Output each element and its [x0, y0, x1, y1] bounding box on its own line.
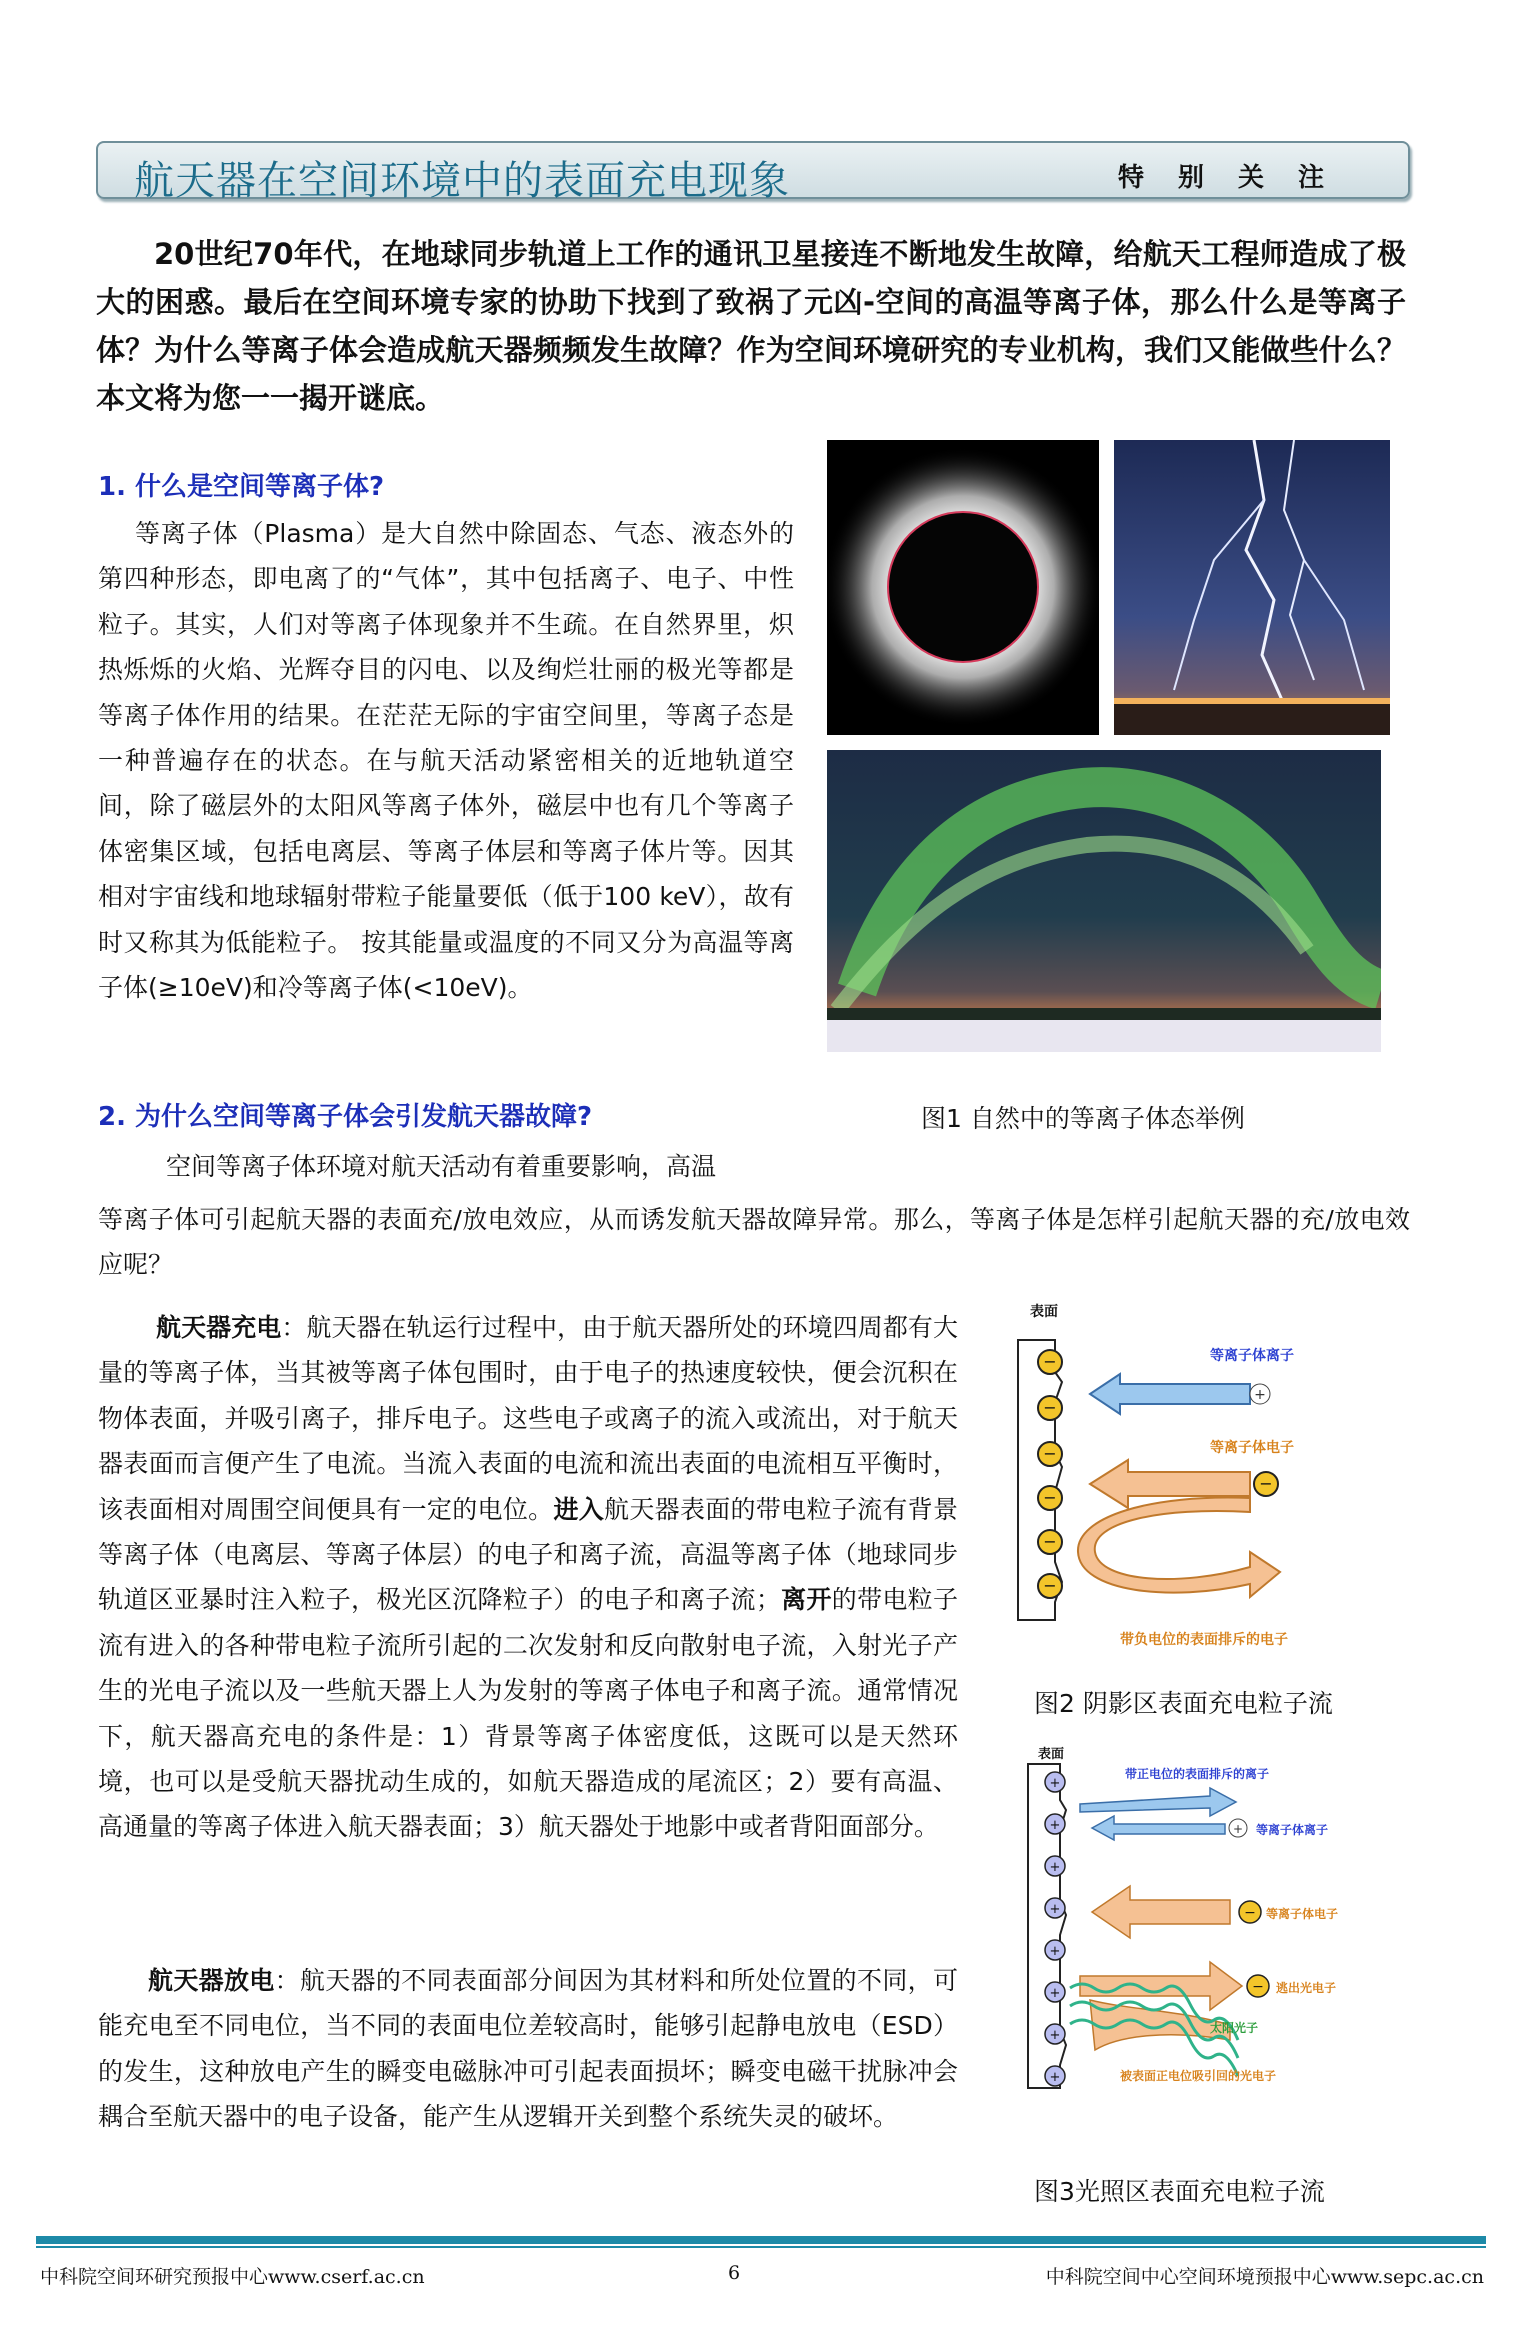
aurora-photo	[827, 750, 1381, 1052]
svg-text:+: +	[1049, 1818, 1061, 1833]
fig3-attract-label: 被表面正电位吸引回的光电子	[1120, 2069, 1277, 2083]
svg-text:+: +	[1049, 1944, 1061, 1959]
section1-body: 等离子体（Plasma）是大自然中除固态、气态、液态外的第四种形态，即电离了的“气体”，其中包括离子、电子、中性粒子。其实，人们对等离子体现象并不生疏。在自然界里，炽热烁烁的火焰、光辉夺目的闪电、以及绚烂壮丽的极光等都是等离子体作用的结果。在茫茫无际的宇宙空间里，等离子态是一种普遍存在的状态。在与航天活动紧密相关的近地轨道空间，除了磁层外的太阳风等离子体外，磁层中也有几个等离子体密集区域，包括电离层、等离子体层和等离子体片等。因其相对宇宙线和地球辐射带粒子能量要低（低于100 keV），故有时又称其为低能粒子。 按其能量或温度的不同又分为高温等离子体(≥10eV)和冷等离子体(<10eV)。	[98, 519, 794, 1003]
header-banner	[96, 141, 1410, 204]
fig3-electron-label: 等离子体电子	[1266, 1907, 1339, 1921]
fig3-photoelectron-label: 逃出光电子	[1276, 1981, 1337, 1995]
svg-text:−: −	[1043, 1532, 1057, 1551]
svg-text:−: −	[1244, 1905, 1256, 1921]
figure3-diagram	[1010, 1740, 1390, 2110]
intro-paragraph: 20世纪70年代，在地球同步轨道上工作的通讯卫星接连不断地发生故障，给航天工程师造成了极大的困惑。最后在空间环境专家的协助下找到了致祸了元凶-空间的高温等离子体，那么什么是等离子体？为什么等离子体会造成航天器频频发生故障？作为空间环境研究的专业机构，我们又能做些什么？本文将为您一一揭开谜底。	[96, 237, 1406, 415]
fig3-repel-label: 带正电位的表面排斥的离子	[1125, 1767, 1270, 1781]
section-label: 特别关注	[1117, 163, 1358, 193]
fig2-surface-label: 表面	[1030, 1304, 1058, 1320]
fig2-electron-label: 等离子体电子	[1210, 1440, 1294, 1456]
article-title: 航天器在空间环境中的表面充电现象	[134, 158, 790, 204]
svg-text:+: +	[1049, 2070, 1061, 2085]
svg-text:−: −	[1259, 1474, 1273, 1493]
enter-term: 进入	[553, 1494, 605, 1524]
charging-text-b: 航天器表面的带电粒子流有背景等离子体（电离层、等离子体层）的电子和离子流，高温等离子体（地球同步轨道区亚暴时注入粒子，极光区沉降粒子）的电子和离子流；	[98, 1494, 958, 1615]
solar-corona-photo	[827, 440, 1099, 735]
footer-right-text: 中科院空间中心空间环境预报中心www.sepc.ac.cn	[1045, 2266, 1484, 2288]
fig3-sunlight-label: 太阳光子	[1210, 2021, 1259, 2035]
discharge-paragraph	[98, 1958, 958, 2140]
fig3-ion-label: 等离子体离子	[1256, 1823, 1329, 1837]
svg-text:−: −	[1043, 1398, 1057, 1417]
figure3-caption: 图3光照区表面充电粒子流	[1034, 2177, 1325, 2206]
footer-rule-thin	[36, 2246, 1486, 2248]
footer-left-text: 中科院空间环研究预报中心www.cserf.ac.cn	[40, 2266, 425, 2288]
figure2-diagram	[1010, 1302, 1390, 1662]
discharge-text: ：航天器的不同表面部分间因为其材料和所处位置的不同，可能充电至不同电位，当不同的表面电位差较高时，能够引起静电放电（ESD）的发生，这种放电产生的瞬变电磁脉冲可引起表面损坏；瞬变电磁干扰脉冲会耦合至航天器中的电子设备，能产生从逻辑开关到整个系统失灵的破坏。	[98, 1966, 958, 2132]
figure2-caption: 图2 阴影区表面充电粒子流	[1034, 1689, 1333, 1718]
charging-text-c: 的带电粒子流有进入的各种带电粒子流所引起的二次发射和反向散射电子流，入射光子产生的光电子流以及一些航天器上人为发射的等离子体电子和离子流。通常情况下，航天器高充电的条件是：1）背景等离子体密度低，这既可以是天然环境，也可以是受航天器扰动生成的，如航天器造成的尾流区；2）要有高温、高通量的等离子体进入航天器表面；3）航天器处于地影中或者背阳面部分。	[98, 1585, 958, 1842]
page-number: 6	[728, 2262, 741, 2284]
svg-text:+: +	[1049, 1986, 1061, 2001]
section2-line1: 空间等离子体环境对航天活动有着重要影响，高温	[166, 1152, 717, 1181]
svg-text:+: +	[1254, 1387, 1266, 1403]
section2-intro: 等离子体可引起航天器的表面充/放电效应，从而诱发航天器故障异常。那么，等离子体是怎样引起航天器的充/放电效应呢？	[98, 1205, 1410, 1280]
charging-paragraph	[98, 1305, 958, 1850]
svg-text:+: +	[1049, 1776, 1061, 1791]
lightning-photo	[1114, 440, 1390, 735]
svg-text:−: −	[1043, 1576, 1057, 1595]
svg-text:+: +	[1049, 1902, 1061, 1917]
svg-text:−: −	[1043, 1352, 1057, 1371]
svg-text:+: +	[1049, 1860, 1061, 1875]
fig2-repel-label: 带负电位的表面排斥的电子	[1120, 1632, 1288, 1648]
section2-heading: 2. 为什么空间等离子体会引发航天器故障?	[98, 1102, 593, 1132]
section1-heading: 1. 什么是空间等离子体?	[98, 472, 385, 502]
leave-term: 离开	[780, 1585, 832, 1615]
svg-text:+: +	[1049, 2028, 1061, 2043]
discharge-term: 航天器放电	[148, 1966, 275, 1995]
footer-rule	[36, 2236, 1486, 2244]
figure1-caption: 图1 自然中的等离子体态举例	[921, 1104, 1245, 1133]
svg-text:−: −	[1252, 1979, 1264, 1995]
svg-text:−: −	[1043, 1488, 1057, 1507]
fig3-surface-label: 表面	[1038, 1747, 1065, 1762]
fig2-ion-label: 等离子体离子	[1210, 1348, 1294, 1364]
charging-text-a: ：航天器在轨运行过程中，由于航天器所处的环境四周都有大量的等离子体，当其被等离子体包围时，由于电子的热速度较快，便会沉积在物体表面，并吸引离子，排斥电子。这些电子或离子的流入或流出，对于航天器表面而言便产生了电流。当流入表面的电流和流出表面的电流相互平衡时，该表面相对周围空间便具有一定的电位。	[98, 1313, 958, 1524]
svg-text:−: −	[1043, 1444, 1057, 1463]
svg-text:+: +	[1232, 1822, 1244, 1836]
charging-term: 航天器充电	[156, 1313, 282, 1342]
